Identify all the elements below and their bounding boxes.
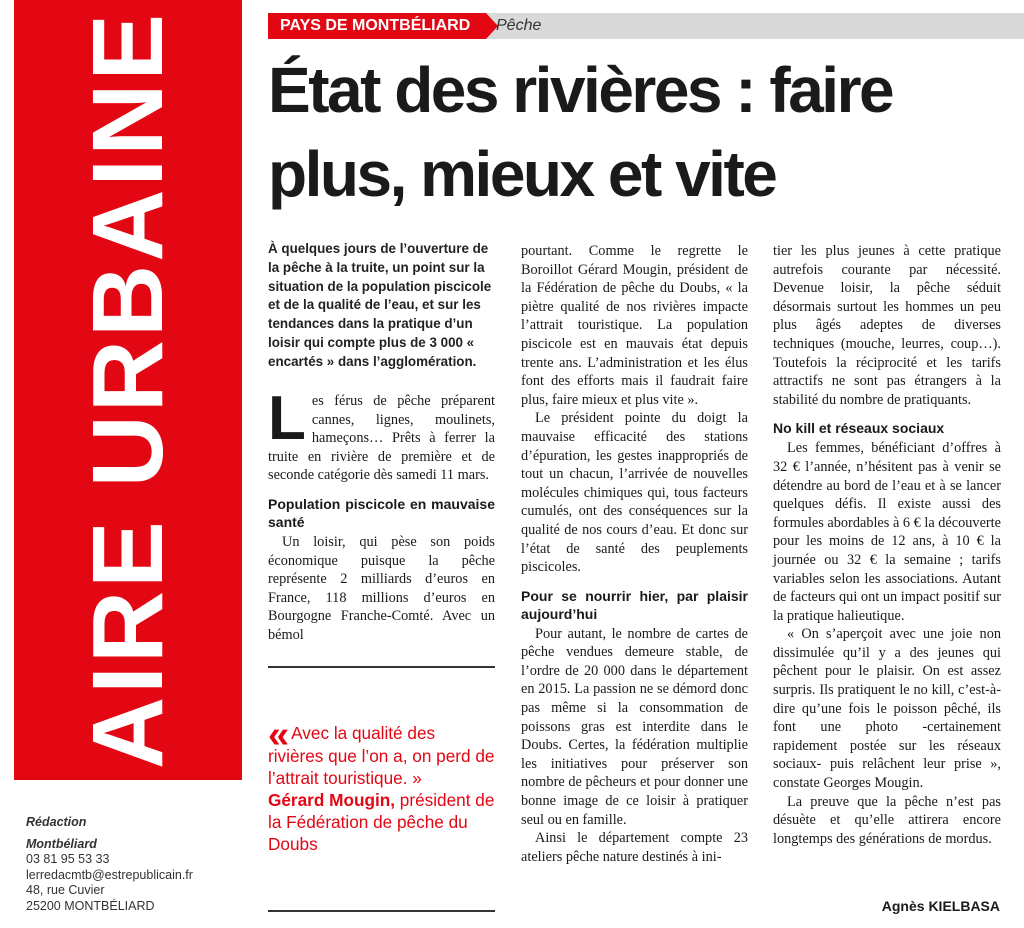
redaction-phone: 03 81 95 53 33 <box>26 852 110 866</box>
paragraph <box>268 384 495 485</box>
quote-mark: « <box>268 714 290 756</box>
lead-paragraph: À quelques jours de l’ouverture de la pêche à la truite, un point sur la situation de la population piscicole et de la qualité de l’eau, et sur les tendances dans la pratique d’un loisir qui compte plus de 3 000 « encartés » dans l’agglomération. <box>268 241 492 369</box>
redaction-contact <box>26 815 246 914</box>
divider <box>268 666 495 668</box>
article-column-2 <box>521 242 748 866</box>
pull-quote <box>268 714 495 855</box>
subheading: Pour se nourrir hier, par plaisir aujourd’hui <box>521 587 748 622</box>
subrubric-label: Pêche <box>496 17 542 34</box>
rubric-bar <box>268 13 1024 39</box>
author-signature: Agnès KIELBASA <box>881 898 1000 914</box>
headline: État des rivières : faire plus, mieux et vite <box>268 54 893 210</box>
paragraph: « On s’aperçoit avec une joie non dissimulée qu’il y a des jeunes qui pêchent pour le plaisir. On est assez surpris. Ils pratiquent le no kill, c’est-à-dire qu’une fois le poisson pêché, ils font une photo -certainement rapidement postée sur les réseaux sociaux- puis relâchent leur prise », constate Georges Mougin. <box>773 626 1001 792</box>
paragraph: Pour autant, le nombre de cartes de pêche vendues demeure stable, de l’ordre de 20 000 dans le département en 2015. La passion ne se démord donc pas même si la consommation de poissons gras est interdite dans le Doubs. Certes, la fédération multiplie les initiatives pour préserver son nombre de pêcheurs et pour donner une bonne image de ce loisir à pratiquer seul ou en famille. <box>521 625 748 828</box>
quote-text: Avec la qualité des rivières que l’on a, on perd de l’attrait touristique. » <box>268 723 495 788</box>
quote-author: Gérard Mougin, <box>268 790 396 810</box>
redaction-email: lerredacmtb@estrepublicain.fr <box>26 867 193 882</box>
quote-role: président de la Fédération de pêche du Doubs <box>268 790 495 854</box>
divider <box>268 910 495 912</box>
paragraph: Ainsi le département compte 23 ateliers pêche nature destinés à ini- <box>521 830 748 865</box>
paragraph: La preuve que la pêche n’est pas désuète et qu’elle attirera encore longtemps des générations de mordus. <box>773 793 1001 847</box>
redaction-postal: 25200 MONTBÉLIARD <box>26 898 155 913</box>
article-column-3 <box>773 242 1001 848</box>
section-title: AIRE URBAINE <box>72 10 184 770</box>
redaction-label: Rédaction <box>26 815 87 829</box>
redaction-city: Montbéliard <box>26 836 97 851</box>
drop-cap: L <box>268 384 306 453</box>
paragraph: Le président pointe du doigt la mauvaise efficacité des stations d’épuration, les gestes inappropriés de tout un chacun, l’arrivée de nouvelles molécules chimiques qui, tous facteurs cumulés, ont des conséquences sur la qualité de nos cours d’eau. Et donc sur l’état de santé des peuplements piscicoles. <box>521 410 748 576</box>
article-column-1 <box>268 384 495 645</box>
paragraph: pourtant. Comme le regrette le Boroillot Gérard Mougin, président de la Fédération de pêche du Doubs, « la piètre qualité de nos rivières impacte l’attrait touristique. La population piscicole est en mauvais état depuis trente ans. L’administration et les élus font des efforts mais il faudrait faire plus, faire mieux et plus vite ». <box>521 243 748 408</box>
paragraph-text: es férus de pêche préparent cannes, lignes, moulinets, hameçons… Prêts à ferrer la truite en rivière de première et de seconde catégorie dès samedi 11 mars. <box>268 393 495 484</box>
rubric-label: PAYS DE MONTBÉLIARD <box>268 13 486 39</box>
paragraph: Les femmes, bénéficiant d’offres à 32 € l’année, n’hésitent pas à venir se détendre au bord de l’eau et à se lancer quelques défis. Il existe aussi des formules abordables à 6 € la découverte pour les moins de 12 ans, à 10 € la journée ou 32 € la semaine ; tarifs variables selon les associations. Autant de facteurs qui ont un impact positif sur la pratique halieutique. <box>773 440 1001 624</box>
subheading: Population piscicole en mauvaise santé <box>268 495 495 530</box>
subheading: No kill et réseaux sociaux <box>773 420 945 437</box>
redaction-street: 48, rue Cuvier <box>26 883 105 897</box>
section-banner <box>14 0 242 780</box>
paragraph: Un loisir, qui pèse son poids économique puisque la pêche représente 2 milliards d’euros en France, 118 millions d’euros en Bourgogne Franche-Comté. Avec un bémol <box>268 533 495 643</box>
paragraph: tier les plus jeunes à cette pratique autrefois courante par nécessité. Devenue loisir, la pêche séduit désormais surtout les hommes un peu plus âgés adeptes de diverses techniques (mouche, leurres, coup…). Toutefois la réciprocité et les tarifs attractifs ne sont pas étrangers à la stabilité du nombre de pratiquants. <box>773 243 1001 408</box>
